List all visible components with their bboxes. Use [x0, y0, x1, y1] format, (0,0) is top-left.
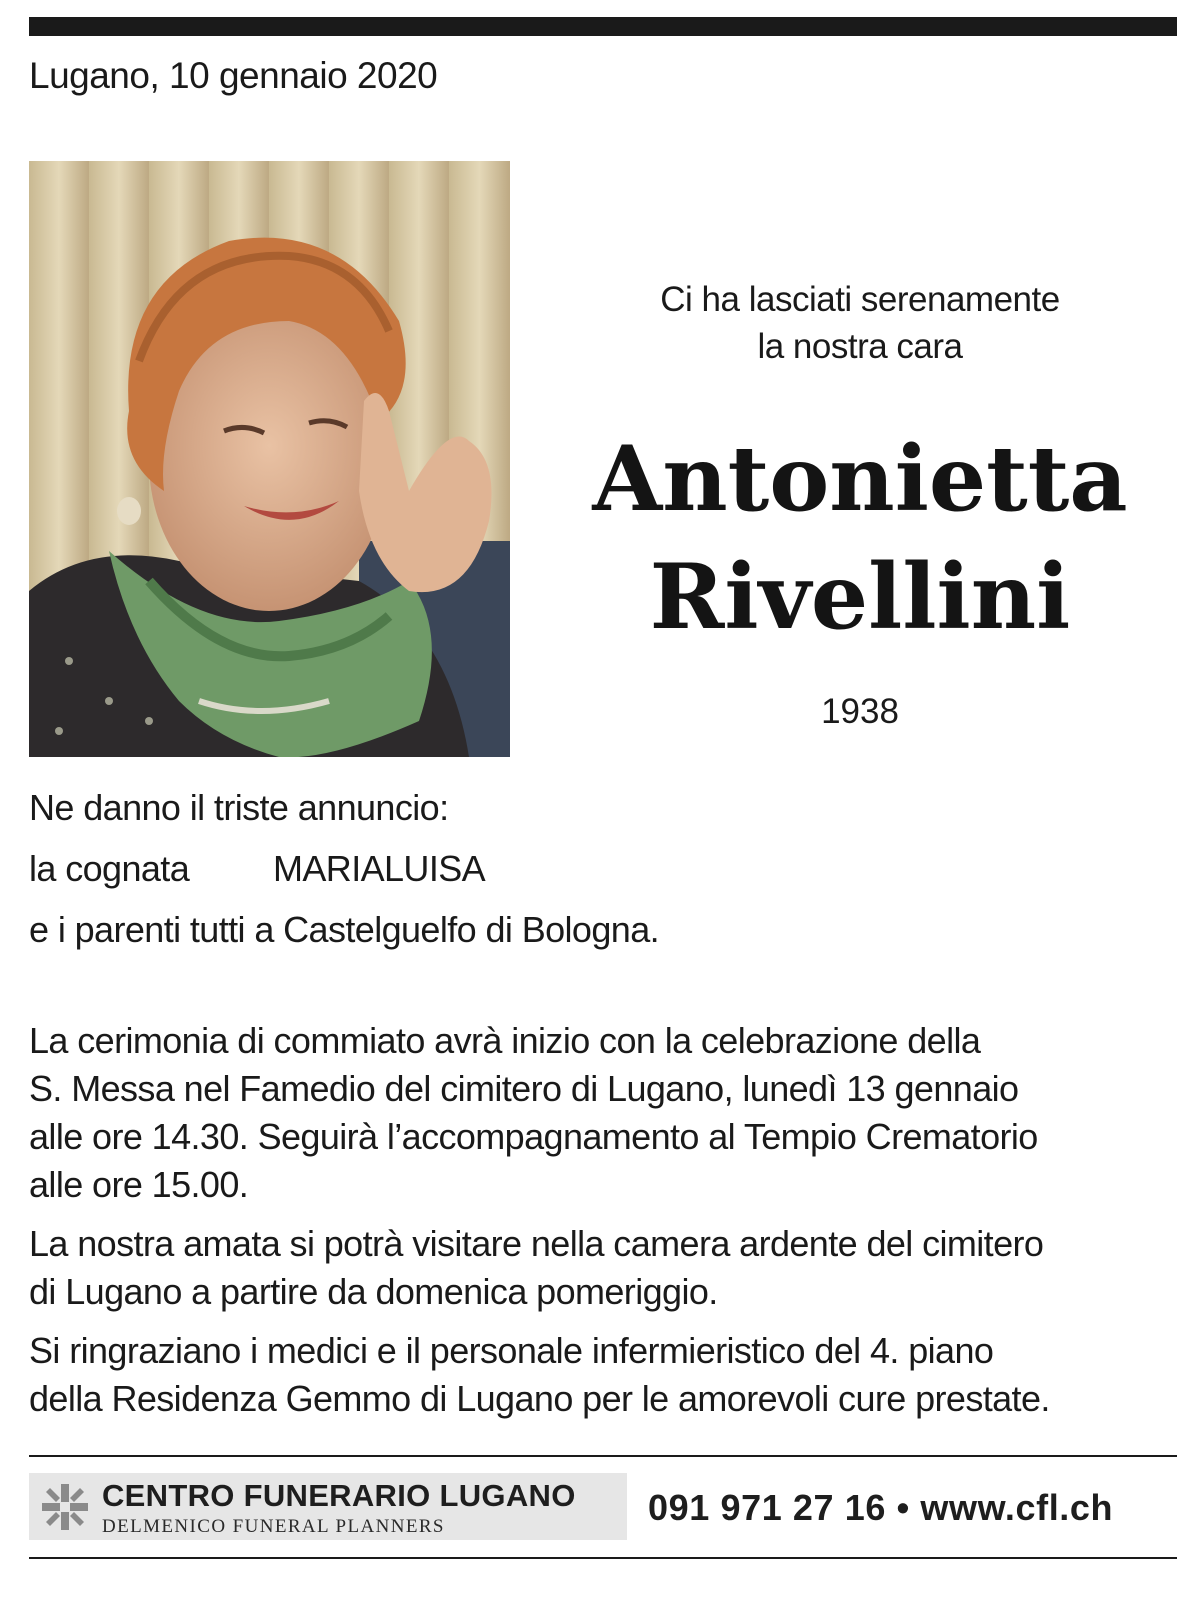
text-line: S. Messa nel Famedio del cimitero di Lugano, lunedì 13 gennaio [29, 1068, 1019, 1109]
contact-info: 091 971 27 16 • www.cfl.ch [648, 1487, 1114, 1528]
thanks-paragraph [29, 1327, 1169, 1423]
footer-bottom-rule [29, 1557, 1177, 1559]
intro-text [560, 276, 1160, 370]
intro-line: Ci ha lasciati serenamente [660, 280, 1060, 319]
text-line: La nostra amata si potrà visitare nella camera ardente del cimitero [29, 1223, 1044, 1264]
top-rule [29, 17, 1177, 36]
announcement-heading: Ne danno il triste annuncio: [29, 787, 449, 828]
birth-year: 1938 [821, 692, 899, 731]
intro-line: la nostra cara [757, 327, 963, 366]
deceased-name [560, 420, 1160, 656]
funeral-logo-icon [40, 1482, 90, 1532]
publication-date: Lugano, 10 gennaio 2020 [29, 55, 438, 96]
last-name: Rivellini [649, 544, 1071, 650]
text-line: di Lugano a partire da domenica pomeriggio. [29, 1271, 718, 1312]
text-line: alle ore 14.30. Seguirà l’accompagnamento al Tempio Crematorio [29, 1116, 1038, 1157]
text-line: della Residenza Gemmo di Lugano per le amorevoli cure prestate. [29, 1378, 1050, 1419]
relative-role: la cognata [29, 848, 190, 889]
relative-name: MARIALUISA [273, 848, 486, 889]
relative-row [29, 847, 659, 908]
ceremony-paragraph [29, 1017, 1169, 1209]
text-line: alle ore 15.00. [29, 1164, 249, 1205]
brand-name: CENTRO FUNERARIO LUGANO [102, 1478, 576, 1513]
first-name: Antonietta [592, 426, 1128, 532]
announcement [29, 786, 659, 969]
other-relatives: e i parenti tutti a Castelguelfo di Bologna. [29, 909, 660, 950]
portrait-photo [29, 161, 510, 757]
visit-paragraph [29, 1220, 1169, 1316]
footer-top-rule [29, 1455, 1177, 1457]
text-line: Si ringraziano i medici e il personale infermieristico del 4. piano [29, 1330, 994, 1371]
details-text [29, 1017, 1169, 1434]
portrait-illustration [29, 161, 510, 757]
text-line: La cerimonia di commiato avrà inizio con la celebrazione della [29, 1020, 981, 1061]
brand-subtitle: DELMENICO FUNERAL PLANNERS [102, 1516, 445, 1537]
